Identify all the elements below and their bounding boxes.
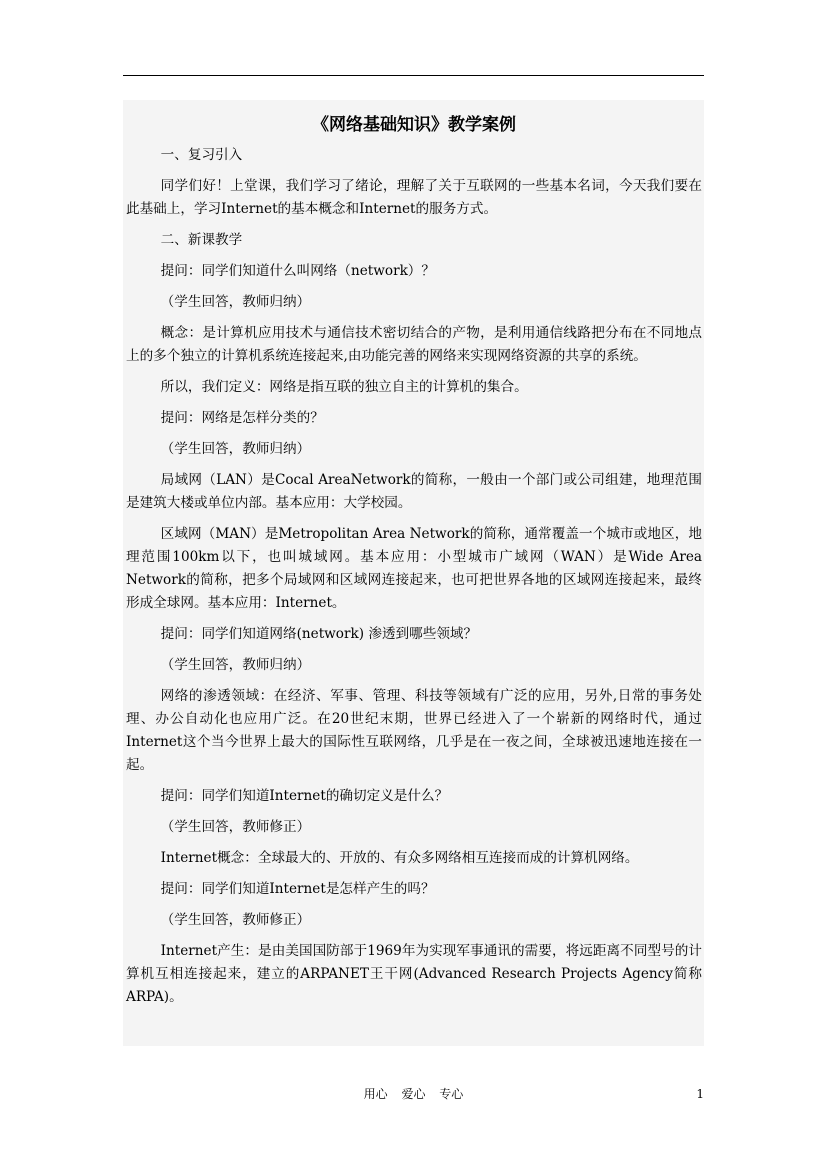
paragraph-internet-concept: Internet概念：全球最大的、开放的、有众多网络相互连接而成的计算机网络。: [160, 850, 639, 866]
teacher-correction-note: （学生回答，教师修正）: [160, 912, 311, 928]
paragraph-man-wan: 区域网（MAN）是Metropolitan Area Network的简称，通常覆盖一个城市或地区，地理范围100km以下，也叫城域网。基本应用：小型城市广域网（WAN）是Wide Area Network的简称，把多个局域网和区域网连接起来，也可把世界各地的区域网连接起来，最终形成全球网。基本应用：Internet。: [126, 526, 702, 611]
section-heading-review: 一、复习引入: [160, 147, 243, 163]
student-answer-note: （学生回答，教师归纳）: [160, 441, 311, 457]
footer-motto: 用心 爱心 专心: [363, 1087, 464, 1101]
page-number: 1: [696, 1087, 704, 1101]
paragraph-internet-origin: Internet产生：是由美国国防部于1969年为实现军事通讯的需要，将远距离不同型号的计算机互相连接起来，建立的ARPANET王干网(Advanced Research Projects Agency简称ARPA)。: [126, 943, 702, 1005]
document-body: [123, 100, 704, 1046]
question-internet-origin: 提问：同学们知道Internet是怎样产生的吗？: [160, 881, 435, 897]
question-fields: 提问：同学们知道网络(network) 渗透到哪些领域？: [160, 626, 478, 642]
student-answer-note: （学生回答，教师归纳）: [160, 294, 311, 310]
section-heading-new-lesson: 二、新课教学: [160, 232, 243, 248]
student-answer-note: （学生回答，教师归纳）: [160, 657, 311, 673]
paragraph-greeting: 同学们好！上堂课，我们学习了绪论，理解了关于互联网的一些基本名词，今天我们要在此基础上，学习Internet的基本概念和Internet的服务方式。: [126, 178, 702, 217]
paragraph-lan: 局域网（LAN）是Cocal AreaNetwork的简称，一般由一个部门或公司组建，地理范围是建筑大楼或单位内部。基本应用：大学校园。: [126, 472, 702, 511]
paragraph-definition: 所以，我们定义：网络是指互联的独立自主的计算机的集合。: [160, 379, 528, 395]
document-title: 《网络基础知识》教学案例: [312, 115, 516, 135]
question-internet-definition: 提问：同学们知道Internet的确切定义是什么？: [160, 788, 449, 804]
paragraph-concept: 概念：是计算机应用技术与通信技术密切结合的产物，是利用通信线路把分布在不同地点上的多个独立的计算机系统连接起来,由功能完善的网络来实现网络资源的共享的系统。: [126, 325, 702, 364]
question-classification: 提问：网络是怎样分类的？: [160, 410, 324, 426]
paragraph-fields: 网络的渗透领域：在经济、军事、管理、科技等领域有广泛的应用，另外,日常的事务处理、办公自动化也应用广泛。在20世纪末期，世界已经进入了一个崭新的网络时代，通过Internet这个当今世界上最大的国际性互联网络，几乎是在一夜之间，全球被迅速地连接在一起。: [126, 688, 702, 773]
question-network: 提问：同学们知道什么叫网络（network）？: [160, 263, 435, 279]
teacher-correction-note: （学生回答，教师修正）: [160, 819, 311, 835]
header-rule: [123, 75, 704, 76]
